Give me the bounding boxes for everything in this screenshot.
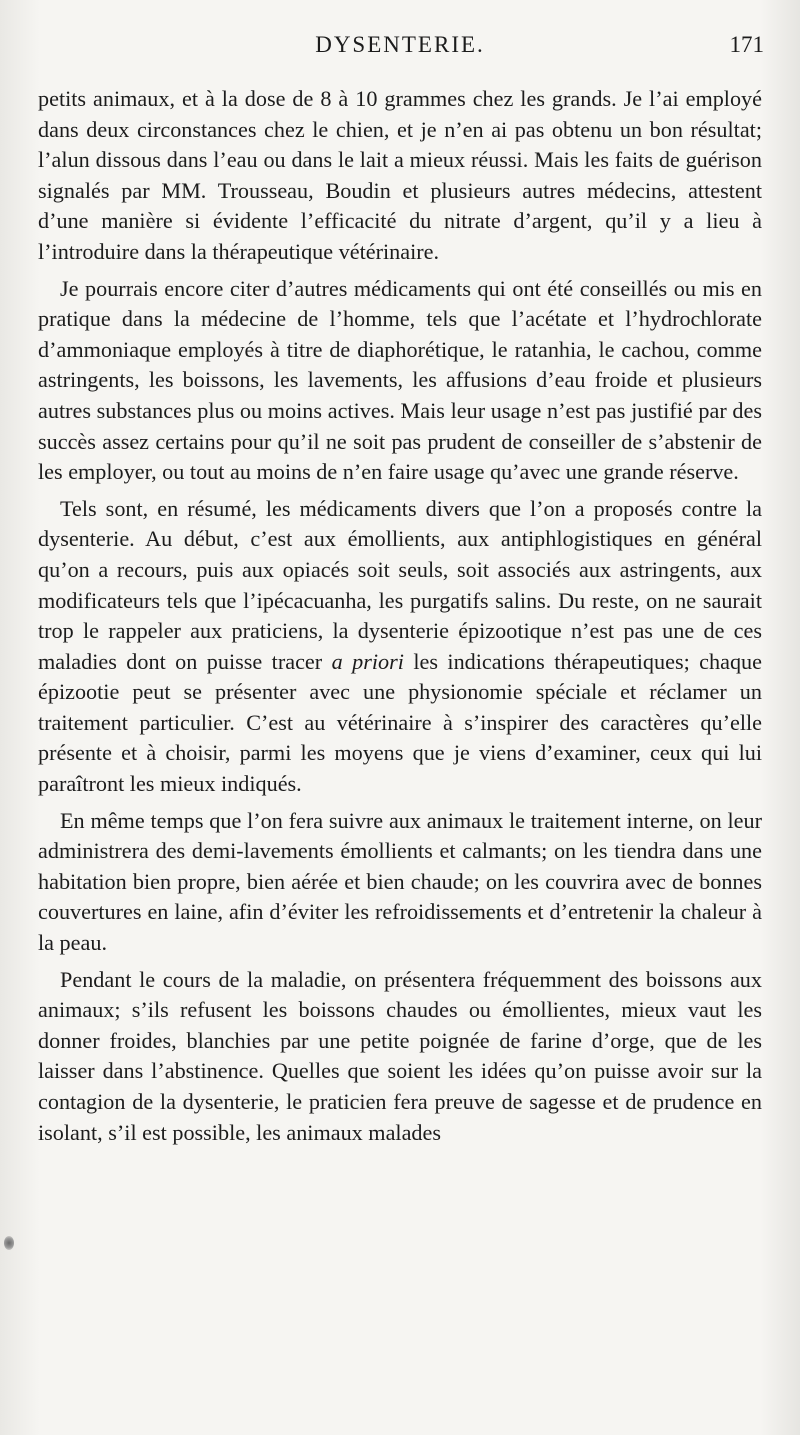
ink-smudge (4, 1236, 14, 1250)
paragraph-text: Pendant le cours de la maladie, on présentera fréquemment des boissons aux animaux; s’ils refusent les boissons chaudes ou émollientes, mieux vaut les donner froides, blanchies par une petite poignée de farine d’orge, que de les laisser dans l’abstinence. Quelles que soient les idées qu’on puisse avoir sur la contagion de la dysenterie, le praticien fera preuve de sagesse et de prudence en isolant, s’il est possible, les animaux malades (38, 966, 762, 1145)
page-number: 171 (729, 32, 764, 57)
paragraph-text: Tels sont, en résumé, les médicaments divers que l’on a proposés contre la dysenterie. Au début, c’est aux émollients, aux antiphlogistiques en général qu’on a recours, puis aux opiacés soit seuls, soit associés aux astringents, aux modificateurs tels que l’ipécacuanha, les purgatifs salins. Du reste, on ne saurait trop le rappeler aux praticiens, la dysenterie épizootique n’est pas une de ces maladies dont on puisse tracer (38, 495, 762, 674)
paragraph (38, 806, 762, 959)
paragraph-continued (38, 84, 762, 268)
paragraph-text: petits animaux, et à la dose de 8 à 10 grammes chez les grands. Je l’ai employé dans deux circonstances chez le chien, et je n’en ai pas obtenu un bon résultat; l’alun dissous dans l’eau ou dans le lait a mieux réussi. Mais les faits de guérison signalés par MM. Trousseau, Boudin et plusieurs autres médecins, attestent d’une manière si évidente l’efficacité du nitrate d’argent, qu’il y a lieu à l’introduire dans la thérapeutique vétérinaire. (38, 86, 762, 264)
paragraph-text-continued: les indications thérapeutiques; chaque épizootie peut se présenter avec une physionomie spéciale et réclamer un traitement particulier. C’est au vétérinaire à s’inspirer des caractères qu’elle présente et à choisir, parmi les moyens que je viens d’examiner, ceux qui lui paraîtront les mieux indiqués. (38, 648, 762, 797)
paragraph (38, 965, 762, 1149)
paragraph (38, 274, 762, 488)
running-header (36, 30, 764, 64)
paragraph (38, 494, 762, 800)
body-text (38, 84, 762, 1154)
latin-term: a priori (331, 648, 404, 674)
running-title: DYSENTERIE. (315, 32, 485, 57)
paragraph-text: Je pourrais encore citer d’autres médicaments qui ont été conseillés ou mis en pratique dans la médecine de l’homme, tels que l’acétate et l’hydrochlorate d’ammoniaque employés à titre de diaphorétique, le ratanhia, le cachou, comme astringents, les boissons, les lavements, les affusions d’eau froide et plusieurs autres substances plus ou moins actives. Mais leur usage n’est pas justifié par des succès assez certains pour qu’il ne soit pas prudent de conseiller de s’abstenir de les employer, ou tout au moins de n’en faire usage qu’avec une grande réserve. (38, 275, 762, 485)
paragraph-text: En même temps que l’on fera suivre aux animaux le traitement interne, on leur administrera des demi-lavements émollients et calmants; on les tiendra dans une habitation bien propre, bien aérée et bien chaude; on les couvrira avec de bonnes couvertures en laine, afin d’éviter les refroidissements et d’entretenir la chaleur à la peau. (38, 807, 762, 956)
